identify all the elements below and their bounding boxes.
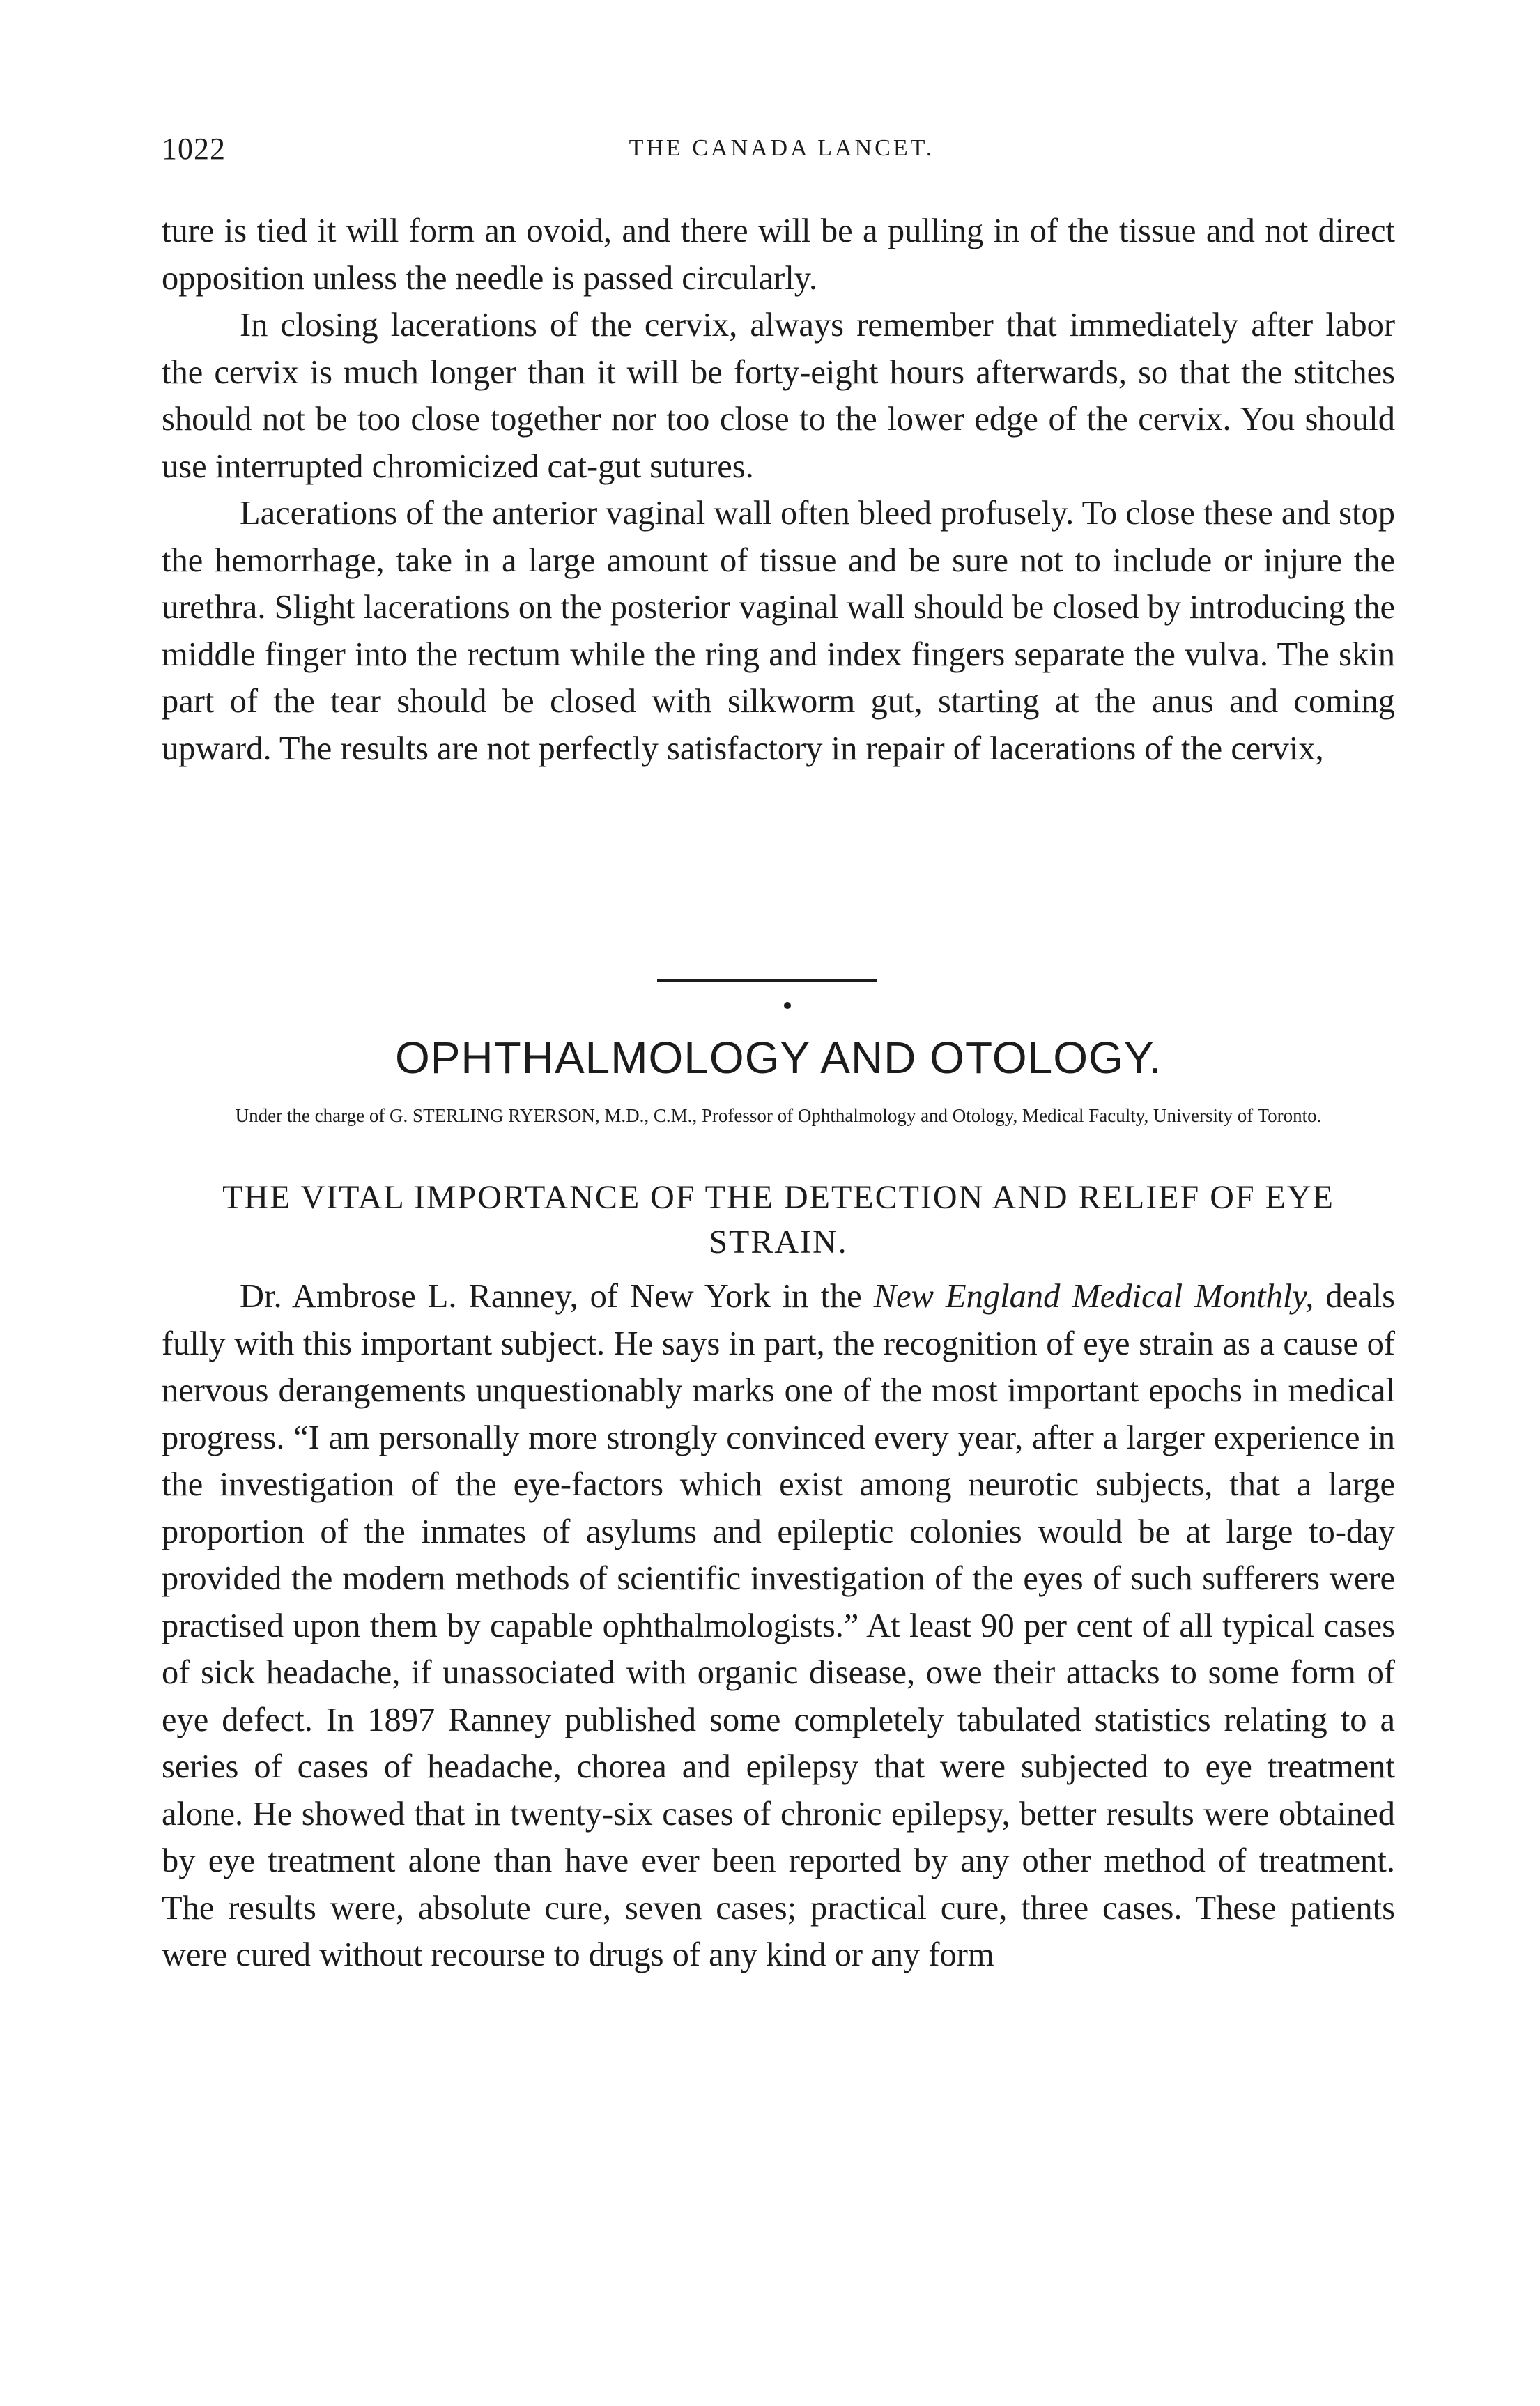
article-body [162,1273,1395,1979]
journal-title: THE CANADA LANCET. [629,135,935,161]
article-lead-in: Dr. Ambrose L. Ranney, of New York in the [240,1278,874,1315]
paragraph: In closing lacerations of the cervix, always remember that immediately after labor the cervix is much longer than it will be forty-eight hours afterwards, so that the stitches should not be too close together nor too close to the lower edge of the cervix. You should use interrupted chromicized cat-gut sutures. [162,307,1395,485]
paragraph: Lacerations of the anterior vaginal wall often bleed profusely. To close these and stop the hemorrhage, take in a large amount of tissue and be sure not to include or injure the urethra. Slight lacerations on the posterior vaginal wall should be closed by introducing the middle finger into the rectum while the ring and index fingers separate the vulva. The skin part of the tear should be closed with silkworm gut, starting at the anus and coming upward. The results are not perfectly satisfactory in repair of lacerations of the cervix, [162,495,1395,767]
article-body-text: deals fully with this important subject. He says in part, the recognition of eye strain as a cause of nervous derangements unquestionably marks one of the most important epochs in medical progress. “I am personally more strongly convinced every year, after a larger experience in the investigation of the eye-factors which exist among neurotic subjects, that a large proportion of the inmates of asylums and epileptic colonies would be at large to-day provided the modern methods of scientific investigation of the eyes of such sufferers were practised upon them by capable ophthalmologists.” At least 90 per cent of all typical cases of sick headache, if unassociated with organic disease, owe their attacks to some form of eye defect. In 1897 Ranney published some completely tabulated statistics relating to a series of cases of headache, chorea and epilepsy that were subjected to eye treatment alone. He showed that in twenty-six cases of chronic epilepsy, better results were obtained by eye treatment alone than have ever been reported by any other method of treatment. The results were, absolute cure, seven cases; practical cure, three cases. These patients were cured without recourse to drugs of any kind or any form [162,1278,1396,1973]
paragraph: ture is tied it will form an ovoid, and there will be a pulling in of the tissue and not direct opposition unless the needle is passed circularly. [162,213,1395,297]
article-title: THE VITAL IMPORTANCE OF THE DETECTION AND RELIEF OF EYE STRAIN. [222,1179,1334,1260]
section-editor-note: Under the charge of G. STERLING RYERSON, M.D., C.M., Professor of Ophthalmology and Otology, Medical Faculty, University of Toronto. [235,1105,1322,1126]
article-paragraph [162,1273,1395,1979]
section-title: OPHTHALMOLOGY AND OTOLOGY. [394,1033,1162,1083]
section-divider-dot [784,1002,791,1009]
cited-journal-name: New England Medical Monthly, [873,1278,1314,1315]
page-number: 1022 [162,132,226,166]
previous-article-continuation [162,208,1395,772]
section-divider-rule [657,979,877,982]
running-head [162,131,1402,173]
